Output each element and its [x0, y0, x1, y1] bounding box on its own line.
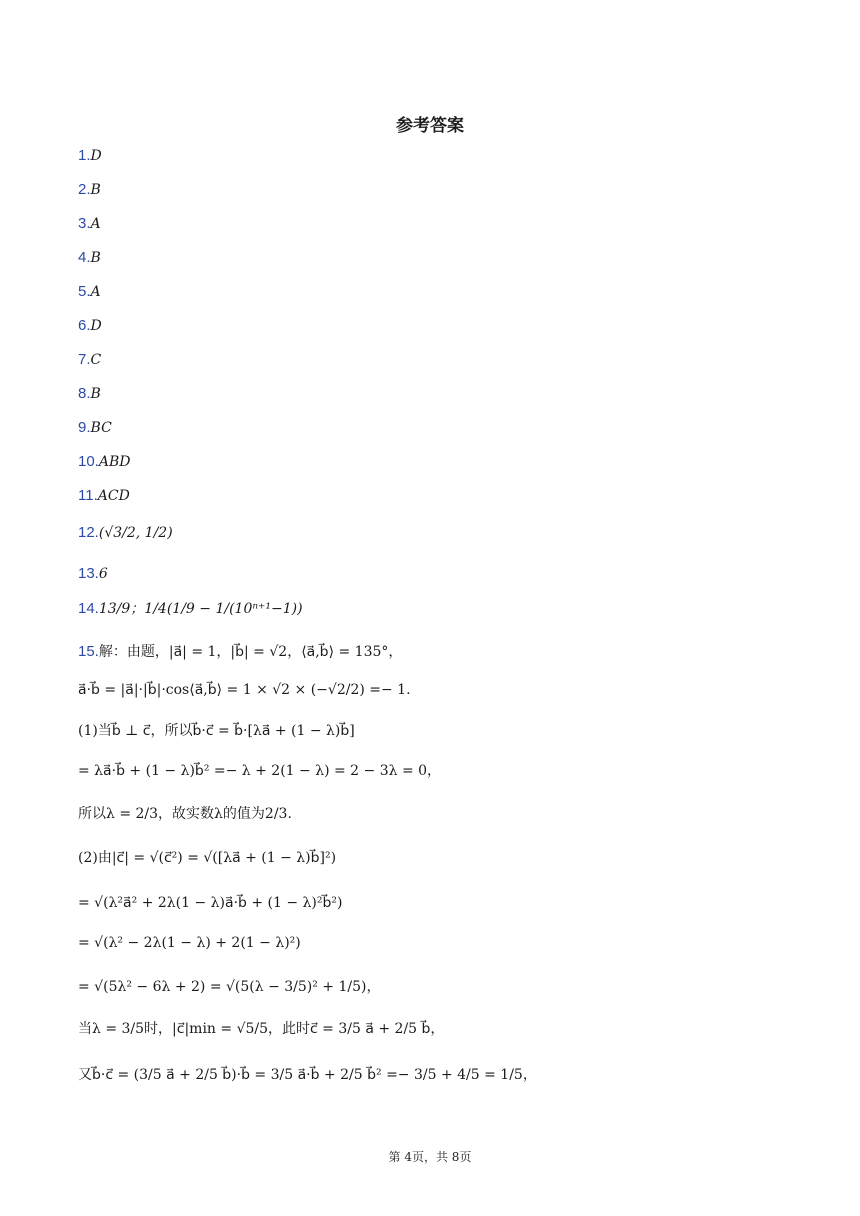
answer-value: 13/9；1/4(1/9 − 1/(10ⁿ⁺¹−1)): [98, 601, 303, 617]
solution-text: = √(λ² − 2λ(1 − λ) + 2(1 − λ)²): [78, 935, 301, 951]
solution-text: 又b⃗·c⃗ = (3/5 a⃗ + 2/5 b⃗)·b⃗ = 3/5 a⃗·b⃗ + 2/5 b⃗² =− 3/5 + 4/5 = 1/5，: [78, 1067, 537, 1083]
page-title: 参考答案: [396, 116, 464, 136]
answer-item: [78, 249, 101, 267]
solution-line: [78, 1065, 537, 1085]
solution-text: a⃗·b⃗ = |a⃗|·|b⃗|·cos⟨a⃗,b⃗⟩ = 1 × √2 × (−√2/2) =− 1.: [78, 682, 411, 698]
solution-line: [78, 761, 441, 781]
answer-value: ACD: [97, 488, 130, 504]
solution-text: 解：由题，|a⃗| = 1，|b⃗| = √2，⟨a⃗,b⃗⟩ = 135°，: [98, 644, 403, 660]
solution-text: = √(λ²a⃗² + 2λ(1 − λ)a⃗·b⃗ + (1 − λ)²b⃗²): [78, 895, 343, 911]
answer-number: 15.: [78, 643, 99, 660]
solution-line: [78, 1019, 444, 1039]
answer-item: [78, 524, 173, 542]
answer-number: 5.: [78, 283, 91, 300]
answer-item: [78, 565, 108, 583]
answer-item: [78, 351, 101, 369]
solution-line: [78, 933, 301, 953]
answer-value: B: [90, 386, 101, 402]
answer-value: 6: [98, 566, 108, 582]
solution-text: 当λ = 3/5时，|c⃗|min = √5/5，此时c⃗ = 3/5 a⃗ + 2/5 b⃗，: [78, 1021, 445, 1037]
answer-number: 11.: [78, 487, 98, 504]
answer-value: ABD: [98, 454, 131, 470]
answer-item: [78, 215, 101, 233]
page-footer: 第 4页，共 8页: [388, 1150, 472, 1164]
solution-line: [78, 804, 292, 824]
answer-value: B: [90, 250, 101, 266]
answer-value: C: [90, 352, 102, 368]
answer-number: 13.: [78, 565, 99, 582]
answer-value: BC: [90, 420, 112, 436]
solution-line: [78, 721, 355, 741]
answer-number: 7.: [78, 351, 91, 368]
answer-value: B: [90, 182, 101, 198]
answer-item: [78, 487, 130, 505]
answer-value: (√3/2, 1/2): [98, 525, 173, 541]
solution-text: (1)当b⃗ ⊥ c⃗，所以b⃗·c⃗ = b⃗·[λa⃗ + (1 − λ)b⃗]: [78, 723, 355, 739]
solution-line: [78, 977, 380, 997]
answer-item: [78, 453, 130, 471]
solution-text: 所以λ = 2/3，故实数λ的值为2/3.: [78, 806, 292, 822]
solution-line: [78, 642, 402, 662]
answer-number: 1.: [78, 147, 91, 164]
answer-number: 4.: [78, 249, 91, 266]
answer-item: [78, 385, 101, 403]
answer-number: 6.: [78, 317, 91, 334]
answer-value: A: [90, 284, 101, 300]
solution-line: [78, 848, 336, 868]
answer-value: A: [90, 216, 101, 232]
answer-item: [78, 181, 101, 199]
answer-number: 10.: [78, 453, 99, 470]
answer-item: [78, 419, 112, 437]
solution-text: = √(5λ² − 6λ + 2) = √(5(λ − 3/5)² + 1/5)，: [78, 979, 381, 995]
answer-item: [78, 283, 101, 301]
answer-number: 3.: [78, 215, 91, 232]
answer-item: [78, 317, 102, 335]
solution-text: = λa⃗·b⃗ + (1 − λ)b⃗² =− λ + 2(1 − λ) = 2 − 3λ = 0，: [78, 763, 442, 779]
answer-value: D: [90, 318, 102, 334]
answer-number: 12.: [78, 524, 99, 541]
answer-item: [78, 600, 303, 618]
answer-number: 2.: [78, 181, 91, 198]
answer-number: 14.: [78, 600, 99, 617]
solution-line: [78, 680, 411, 700]
answer-number: 8.: [78, 385, 91, 402]
answer-item: [78, 147, 102, 165]
answer-number: 9.: [78, 419, 91, 436]
answer-value: D: [90, 148, 102, 164]
solution-text: (2)由|c⃗| = √(c⃗²) = √([λa⃗ + (1 − λ)b⃗]²): [78, 850, 337, 866]
solution-line: [78, 893, 342, 913]
